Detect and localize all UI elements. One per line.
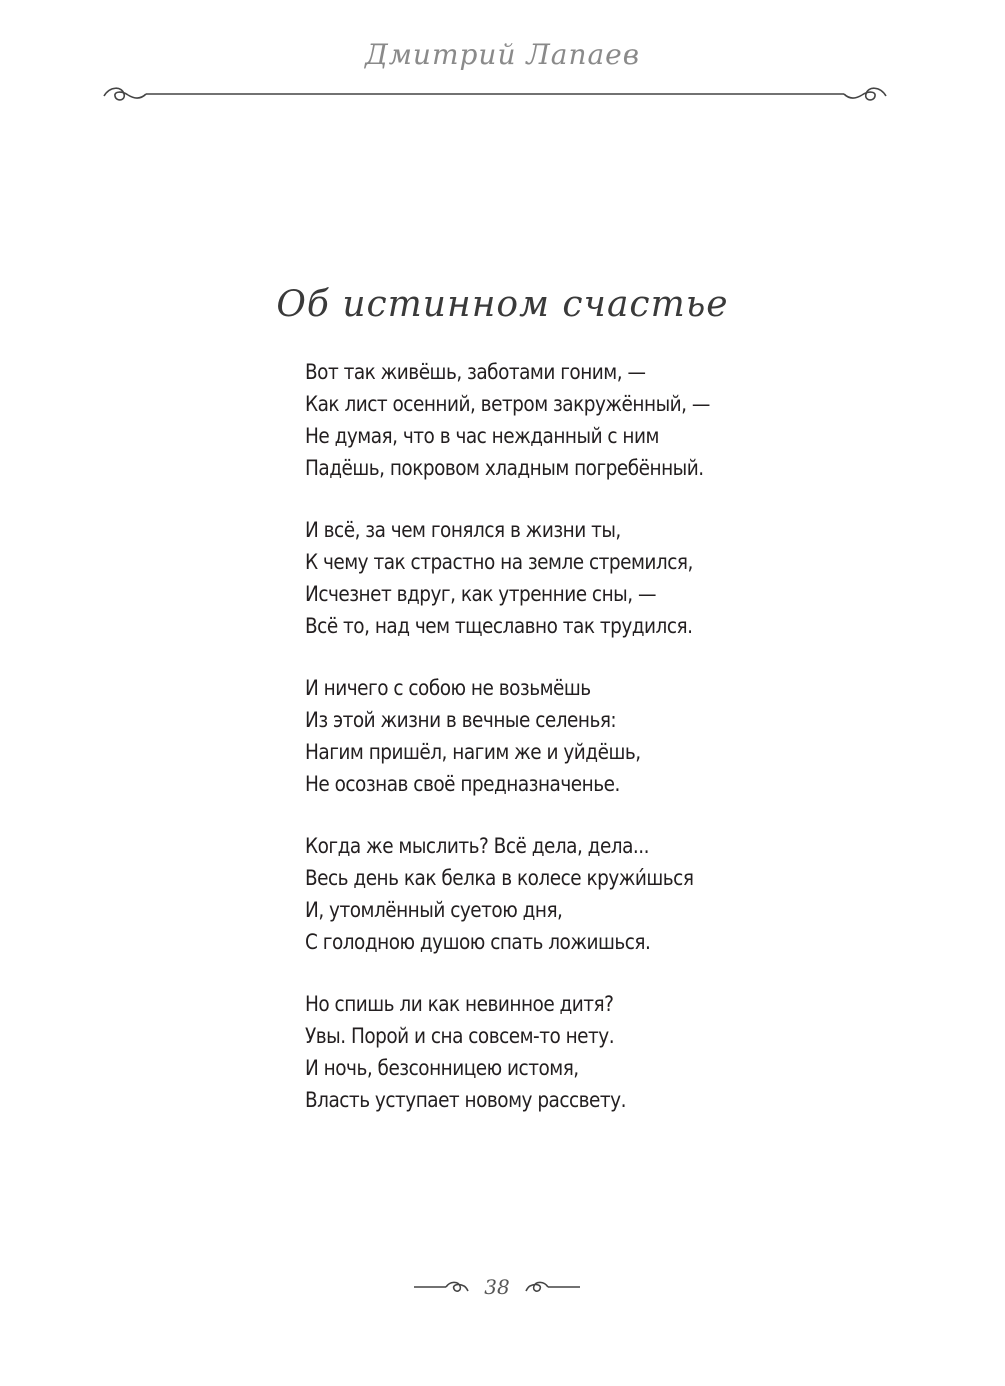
header-ornament-rule [100, 82, 890, 108]
right-footer-flourish-icon [524, 1277, 582, 1297]
poem-line: Падёшь, покровом хладным погребённый. [305, 456, 704, 481]
poem-line: Нагим пришёл, нагим же и уйдёшь, [305, 740, 641, 765]
poem-line: Власть уступает новому рассвету. [305, 1088, 626, 1113]
poem-line: И, утомлённый суетою дня, [305, 898, 563, 923]
poem-line: Из этой жизни в вечные селенья: [305, 708, 617, 733]
poem-line: Весь день как белка в колесе кружи́шься [305, 866, 694, 891]
poem-line: И ночь, безсонницею истомя, [305, 1056, 579, 1081]
stanza [305, 831, 905, 959]
poem-line: Вот так живёшь, заботами гоним, — [305, 360, 646, 385]
poem-line: Когда же мыслить? Всё дела, дела... [305, 834, 650, 859]
poem-line: Не осознав своё предназначенье. [305, 772, 620, 797]
page-footer [0, 1270, 1005, 1304]
poem-title: Об истинном счастье [276, 284, 729, 325]
running-header-author: Дмитрий Лапаев [364, 38, 641, 71]
footer-ornament [412, 1270, 582, 1304]
poem-line: К чему так страстно на земле стремился, [305, 550, 693, 575]
poem-line: Как лист осенний, ветром закружённый, — [305, 392, 710, 417]
poem-line: Исчезнет вдруг, как утренние сны, — [305, 582, 656, 607]
poem-body [305, 357, 905, 1147]
left-flourish-icon [104, 88, 146, 100]
poem-line: Не думая, что в час нежданный с ним [305, 424, 659, 449]
poem-line: И всё, за чем гонялся в жизни ты, [305, 518, 621, 543]
right-flourish-icon [844, 88, 886, 100]
left-footer-flourish-icon [412, 1277, 470, 1297]
stanza [305, 357, 905, 485]
page-number: 38 [484, 1275, 510, 1299]
poem-line: С голодною душою спать ложишься. [305, 930, 651, 955]
stanza [305, 515, 905, 643]
poem-line: Но спишь ли как невинное дитя? [305, 992, 614, 1017]
poem-line: Увы. Порой и сна совсем-то нету. [305, 1024, 615, 1049]
stanza [305, 673, 905, 801]
poem-line: И ничего с собою не возьмёшь [305, 676, 591, 701]
stanza [305, 989, 905, 1117]
poem-line: Всё то, над чем тщеславно так трудился. [305, 614, 693, 639]
